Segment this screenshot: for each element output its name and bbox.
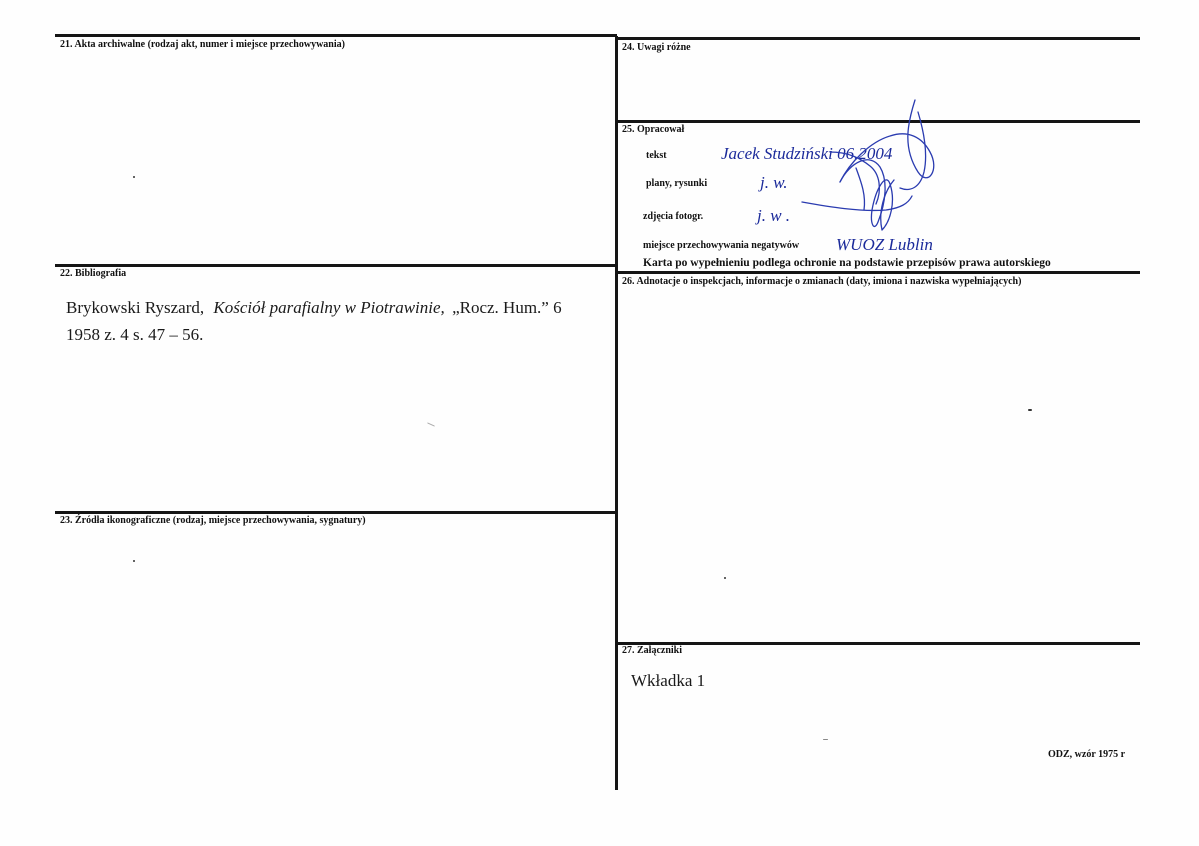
scan-speck [823, 739, 828, 740]
section-26-label: 26. Adnotacje o inspekcjach, informacje o zmianach (daty, imiona i nazwiska wypełniających) [622, 276, 1022, 287]
section-22-label: 22. Bibliografia [60, 268, 127, 279]
rule-22 [55, 264, 617, 267]
zdjecia-value: j. w . [757, 206, 791, 225]
center-divider [615, 36, 618, 790]
form-id: ODZ, wzór 1975 r [1048, 749, 1126, 760]
negatywy-value: WUOZ Lublin [836, 235, 933, 254]
zdjecia-label: zdjęcia fotogr. [643, 211, 704, 222]
copyright-notice: Karta po wypełnieniu podlega ochronie na podstawie przepisów prawa autorskiego [643, 257, 1051, 269]
scan-speck [133, 560, 135, 562]
top-rule-right [617, 37, 1140, 40]
plany-value: j. w. [760, 173, 788, 192]
negatywy-label: miejsce przechowywania negatywów [643, 240, 800, 251]
attachments-value: Wkładka 1 [631, 671, 706, 690]
plany-label: plany, rysunki [646, 178, 708, 189]
section-27-label: 27. Załączniki [622, 645, 683, 656]
signature-scribble [790, 92, 950, 242]
bibliography-line-2: 1958 z. 4 s. 47 – 56. [66, 325, 204, 344]
scan-speck [133, 176, 135, 178]
scan-speck [1028, 409, 1032, 411]
scan-speck [724, 577, 726, 579]
scan-speck [427, 422, 435, 426]
bib-journal: „Rocz. Hum.” 6 [452, 298, 562, 317]
tekst-value: Jacek Studziński 06.2004 [721, 144, 893, 163]
bib-author: Brykowski Ryszard, [66, 298, 205, 317]
top-rule-left [55, 34, 617, 37]
section-24-label: 24. Uwagi różne [622, 42, 691, 53]
section-21-label: 21. Akta archiwalne (rodzaj akt, numer i miejsce przechowywania) [60, 39, 345, 50]
section-23-label: 23. Źródła ikonograficzne (rodzaj, miejsce przechowywania, sygnatury) [60, 515, 366, 526]
section-25-label: 25. Opracował [622, 124, 685, 135]
bibliography-line-1 [66, 298, 562, 318]
rule-23 [55, 511, 617, 514]
tekst-label: tekst [646, 150, 667, 161]
bib-title: Kościół parafialny w Piotrawinie, [213, 298, 445, 317]
rule-26 [617, 271, 1140, 274]
rule-27 [617, 642, 1140, 645]
